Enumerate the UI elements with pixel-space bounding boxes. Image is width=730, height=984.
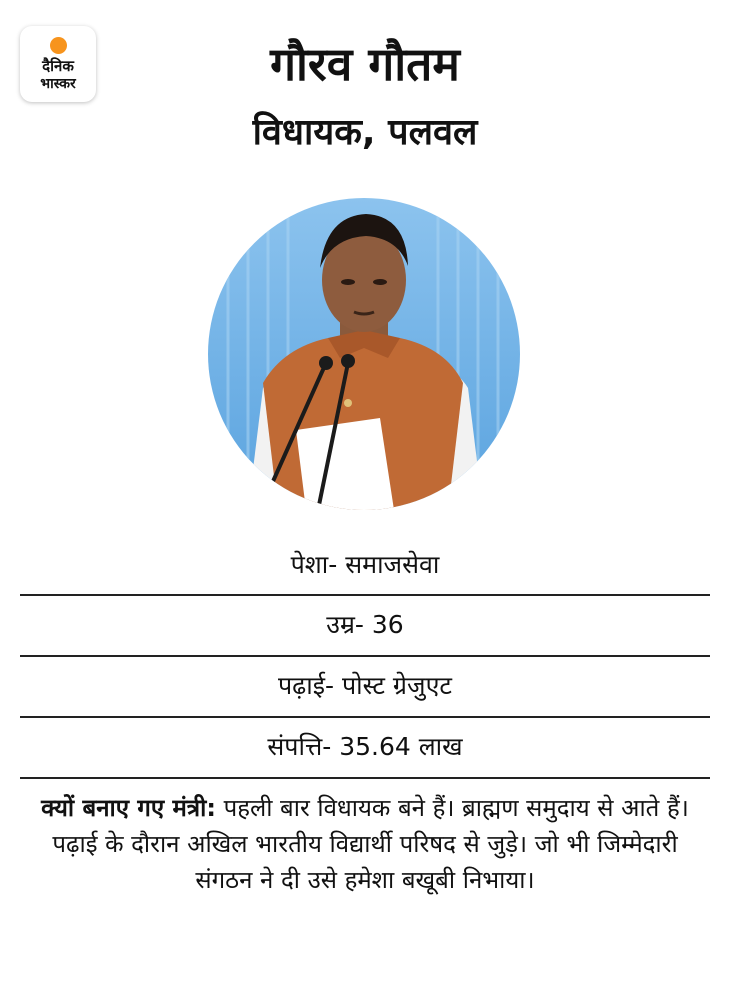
logo-text-line1: दैनिक: [42, 57, 74, 75]
logo-text-line2: भास्कर: [40, 76, 76, 92]
reason-text: पहली बार विधायक बने हैं। ब्राह्मण समुदाय से आते हैं। पढ़ाई के दौरान अखिल भारतीय विद्यार्थी परिषद से जुड़े। जो भी जिम्मेदारी संगठन ने दी उसे हमेशा बखूबी निभाया।: [52, 794, 689, 894]
reason-paragraph: [30, 790, 700, 898]
fact-age: उम्र- 36: [20, 596, 710, 657]
fact-education: पढ़ाई- पोस्ट ग्रेजुएट: [20, 657, 710, 718]
portrait-photo: [208, 198, 520, 510]
profile-facts-list: [20, 536, 710, 779]
fact-profession: पेशा- समाजसेवा: [20, 536, 710, 596]
minister-designation: विधायक, पलवल: [252, 112, 478, 153]
reason-heading: क्यों बनाए गए मंत्री:: [41, 794, 216, 822]
minister-name: गौरव गौतम: [270, 37, 460, 91]
fact-assets: संपत्ति- 35.64 लाख: [20, 718, 710, 779]
